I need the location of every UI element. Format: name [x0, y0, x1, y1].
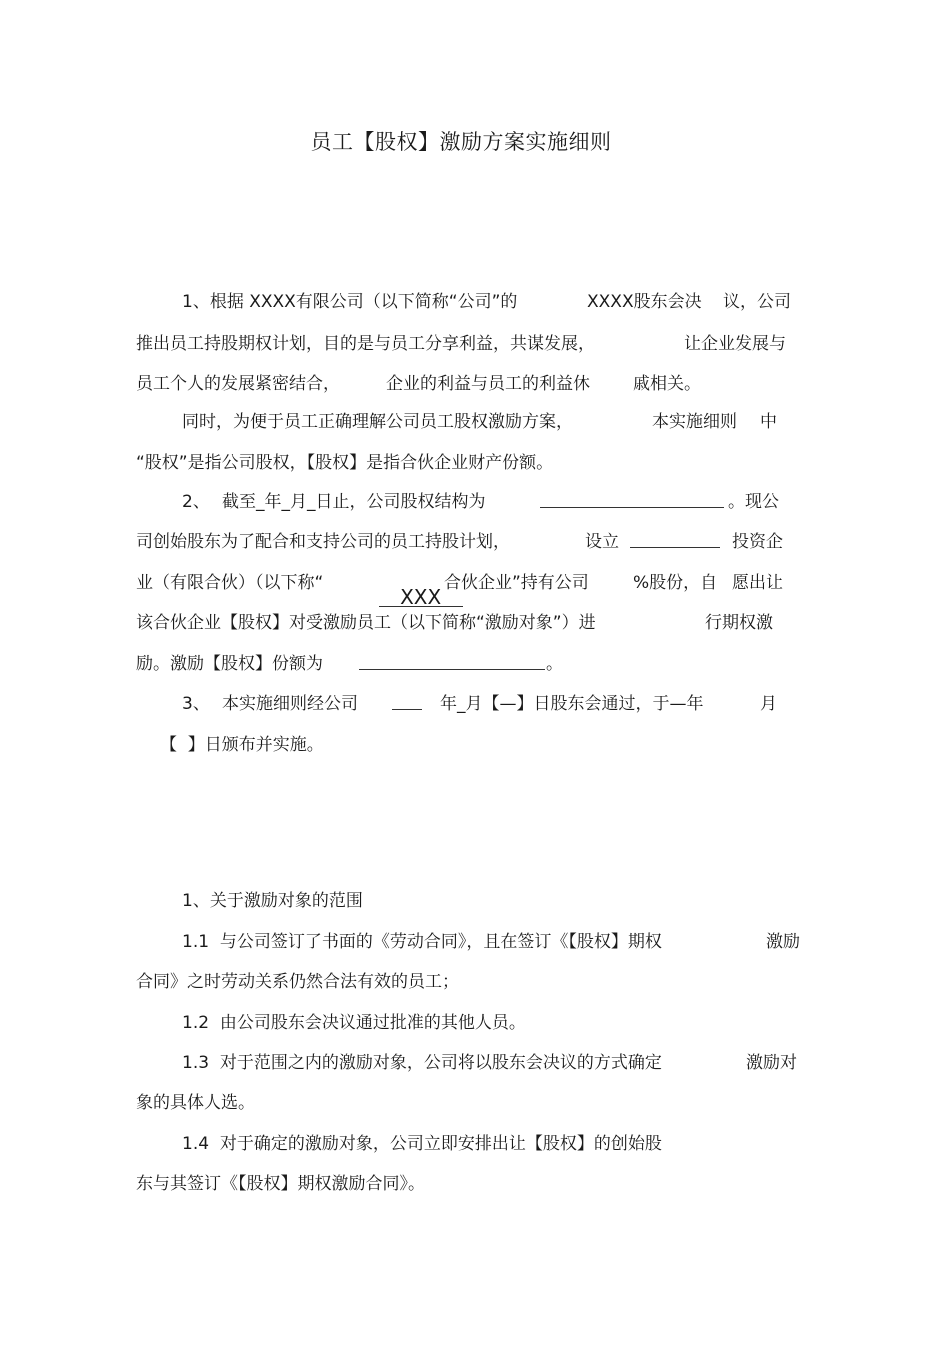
p3-line2-c: 投资企	[732, 532, 783, 552]
p3-line4-b: 行期权激	[705, 613, 773, 633]
p2-line1-a: 同时，为便于员工正确理解公司员工股权激励方案，	[182, 412, 573, 432]
p3-line1-a: 截至_年_月_日止，公司股权结构为	[222, 492, 486, 512]
p4-line1-num: 3、	[182, 694, 210, 714]
p3-line2-a: 司创始股东为了配合和支持公司的员工持股计划，	[136, 532, 510, 552]
p3-line3-b: 合伙企业”持有公司	[444, 573, 589, 593]
item-1-4-line1: 1.4 对于确定的激励对象，公司立即安排出让【股权】的创始股	[182, 1134, 662, 1154]
scope-heading: 1、关于激励对象的范围	[182, 891, 363, 911]
p3-line5-b: 。	[546, 654, 563, 674]
p4-line1-b: 年_月【—】日股东会通过，于—年	[440, 694, 704, 714]
p4-line2: 【 】日颁布并实施。	[160, 735, 324, 755]
p3-line3-d: 愿出让	[732, 573, 783, 593]
p1-line1-a: 1、根据 XXXX有限公司（以下简称“公司”的	[182, 292, 518, 312]
item-1-2: 1.2 由公司股东会决议通过批准的其他人员。	[182, 1013, 526, 1033]
p1-line3-b: 企业的利益与员工的利益休	[386, 374, 590, 394]
item-1-1-line1-a: 1.1 与公司签订了书面的《劳动合同》，且在签订《【股权】期权	[182, 932, 662, 952]
p2-line1-b: 本实施细则	[652, 412, 737, 432]
p1-line1-b: XXXX股东会决	[587, 292, 702, 312]
document-title: 员工【股权】激励方案实施细则	[310, 130, 612, 154]
item-1-1-line2: 合同》之时劳动关系仍然合法有效的员工；	[136, 972, 459, 992]
entity-name-blank	[630, 531, 720, 548]
item-1-4-line2: 东与其签订《【股权】期权激励合同》。	[136, 1174, 425, 1194]
p3-line3-a: 业（有限合伙）（以下称“	[136, 573, 324, 593]
p3-line1-c: 。现公	[728, 492, 779, 512]
p1-line2-b: 让企业发展与	[684, 334, 786, 354]
item-1-3-line1-a: 1.3 对于范围之内的激励对象，公司将以股东会决议的方式确定	[182, 1053, 662, 1073]
equity-share-blank	[359, 653, 545, 670]
p3-line3-c: %股份，自	[633, 573, 718, 593]
year-blank	[392, 693, 422, 710]
item-1-3-line1-b: 激励对	[746, 1053, 797, 1073]
p3-line4-a: 该合伙企业【股权】对受激励员工（以下简称“激励对象”）进	[136, 613, 596, 633]
p2-line1-c: 中	[760, 412, 777, 432]
item-1-3-line2: 象的具体人选。	[136, 1093, 255, 1113]
p4-line1-a: 本实施细则经公司	[222, 694, 358, 714]
item-1-1-line1-b: 激励	[766, 932, 800, 952]
p1-line3-a: 员工个人的发展紧密结合，	[136, 374, 340, 394]
p3-line2-b: 设立	[585, 532, 619, 552]
p1-line3-c: 戚相关。	[633, 374, 701, 394]
equity-structure-blank	[540, 491, 724, 508]
p3-line1-num: 2、	[182, 492, 210, 512]
partnership-name-fill: XXX	[379, 588, 463, 607]
p4-line1-c: 月	[760, 694, 777, 714]
p1-line2-a: 推出员工持股期权计划，目的是与员工分享利益，共谋发展，	[136, 334, 595, 354]
p1-line1-c: 议，公司	[723, 292, 791, 312]
p3-line5-a: 励。激励【股权】份额为	[136, 654, 323, 674]
p2-line2: “股权”是指公司股权，【股权】是指合伙企业财产份额。	[136, 453, 554, 473]
